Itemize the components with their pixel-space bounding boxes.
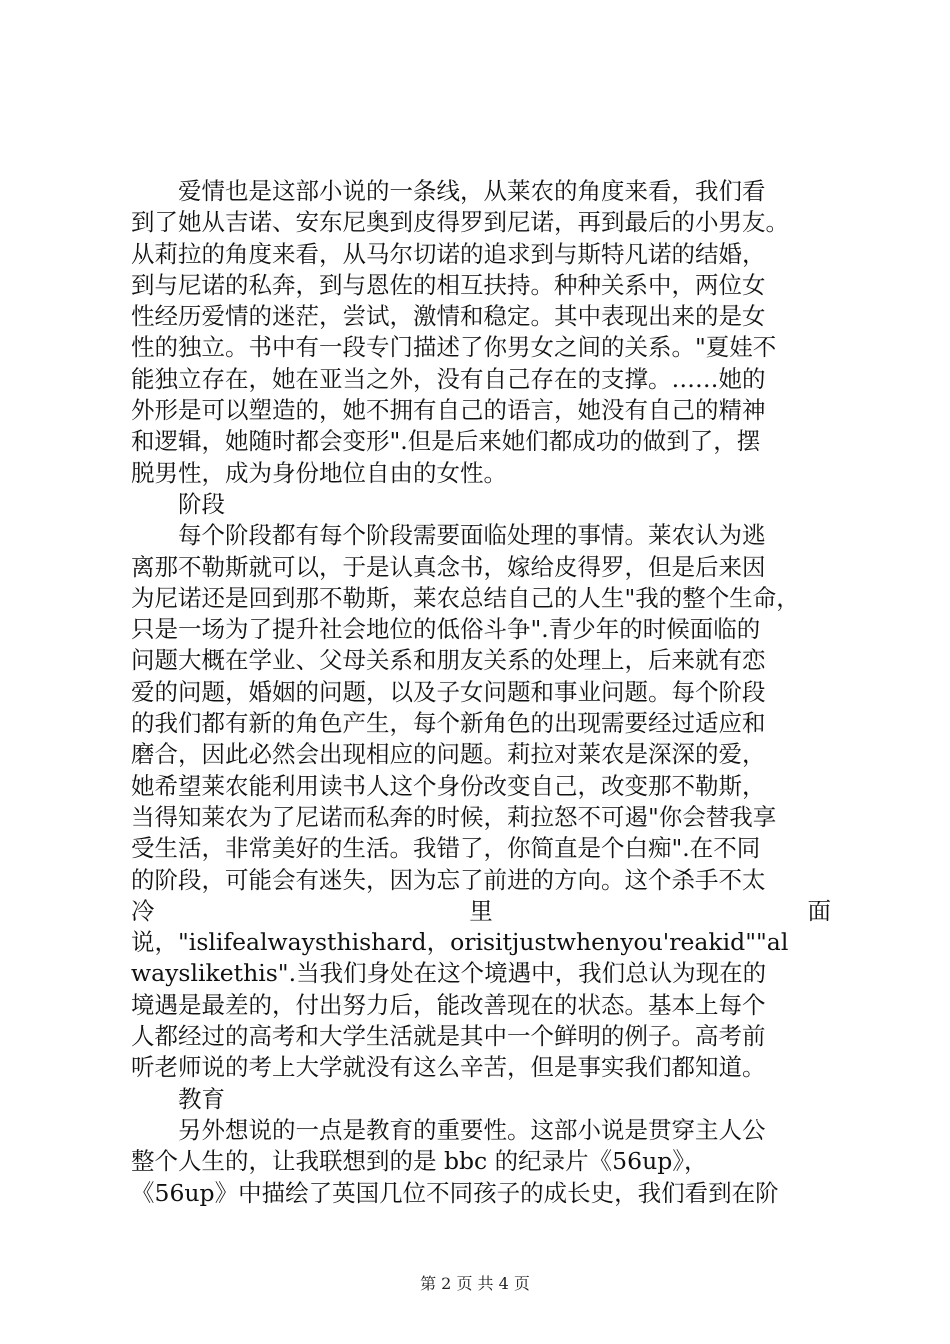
text-line: 教育 [131, 1084, 225, 1113]
text-line: 为尼诺还是回到那不勒斯，莱农总结自己的人生"我的整个生命， [131, 583, 800, 612]
text-line: 爱的问题，婚姻的问题，以及子女问题和事业问题。每个阶段 [131, 677, 766, 706]
text-line: 《56up》中描绘了英国几位不同孩子的成长史，我们看到在阶 [131, 1178, 779, 1207]
text-line: 到与尼诺的私奔，到与恩佐的相互扶持。种种关系中，两位女 [131, 270, 766, 299]
text-line: 她希望莱农能利用读书人这个身份改变自己，改变那不勒斯， [131, 771, 766, 800]
text-line: 和逻辑，她随时都会变形".但是后来她们都成功的做到了，摆 [131, 427, 761, 456]
text-line: 的我们都有新的角色产生，每个新角色的出现需要经过适应和 [131, 709, 766, 738]
text-line: 从莉拉的角度来看，从马尔切诺的追求到与斯特凡诺的结婚， [131, 239, 766, 268]
text-line: 的阶段，可能会有迷失，因为忘了前进的方向。这个杀手不太 [131, 865, 766, 894]
text-line: 另外想说的一点是教育的重要性。这部小说是贯穿主人公 [131, 1115, 766, 1144]
text-line: 只是一场为了提升社会地位的低俗斗争".青少年的时候面临的 [131, 615, 761, 644]
text-line: 性经历爱情的迷茫，尝试，激情和稳定。其中表现出来的是女 [131, 302, 766, 331]
text-line: 问题大概在学业、父母关系和朋友关系的处理上，后来就有恋 [131, 646, 766, 675]
spread-word: 面 [807, 896, 831, 925]
text-line: 整个人生的，让我联想到的是 bbc 的纪录片《56up》， [131, 1147, 708, 1176]
text-line: 人都经过的高考和大学生活就是其中一个鲜明的例子。高考前 [131, 1022, 766, 1051]
text-line: 外形是可以塑造的，她不拥有自己的语言，她没有自己的精神 [131, 396, 766, 425]
spread-word: 冷 [131, 896, 155, 925]
text-line: 磨合，因此必然会出现相应的问题。莉拉对莱农是深深的爱， [131, 740, 766, 769]
text-line: 能独立存在，她在亚当之外，没有自己存在的支撑。……她的 [131, 364, 766, 393]
text-line: 说，"islifealwaysthishard，orisitjustwhenyou'reakid""al [131, 928, 789, 957]
text-line: 爱情也是这部小说的一条线，从莱农的角度来看，我们看 [131, 177, 766, 205]
text-line: 每个阶段都有每个阶段需要面临处理的事情。莱农认为逃 [131, 521, 766, 550]
document-body [131, 176, 831, 1209]
text-line: 当得知莱农为了尼诺而私奔的时候，莉拉怒不可遏"你会替我享 [131, 802, 777, 831]
text-line: wayslikethis".当我们身处在这个境遇中，我们总认为现在的 [131, 959, 767, 988]
text-line: 境遇是最差的，付出努力后，能改善现在的状态。基本上每个 [131, 990, 766, 1019]
page-footer: 第 2 页 共 4 页 [420, 1274, 530, 1293]
text-line: 听老师说的考上大学就没有这么辛苦，但是事实我们都知道。 [131, 1053, 766, 1082]
spread-word: 里 [469, 896, 493, 925]
text-line: 性的独立。书中有一段专门描述了你男女之间的关系。"夏娃不 [131, 333, 777, 362]
text-line: 脱男性，成为身份地位自由的女性。 [131, 458, 507, 487]
text-line: 受生活，非常美好的生活。我错了，你简直是个白痴".在不同 [131, 834, 761, 863]
text-line: 到了她从吉诺、安东尼奥到皮得罗到尼诺，再到最后的小男友。 [131, 208, 789, 237]
text-line: 阶段 [131, 489, 225, 518]
text-line: 离那不勒斯就可以，于是认真念书，嫁给皮得罗，但是后来因 [131, 552, 766, 581]
text-line-spread [131, 896, 831, 927]
